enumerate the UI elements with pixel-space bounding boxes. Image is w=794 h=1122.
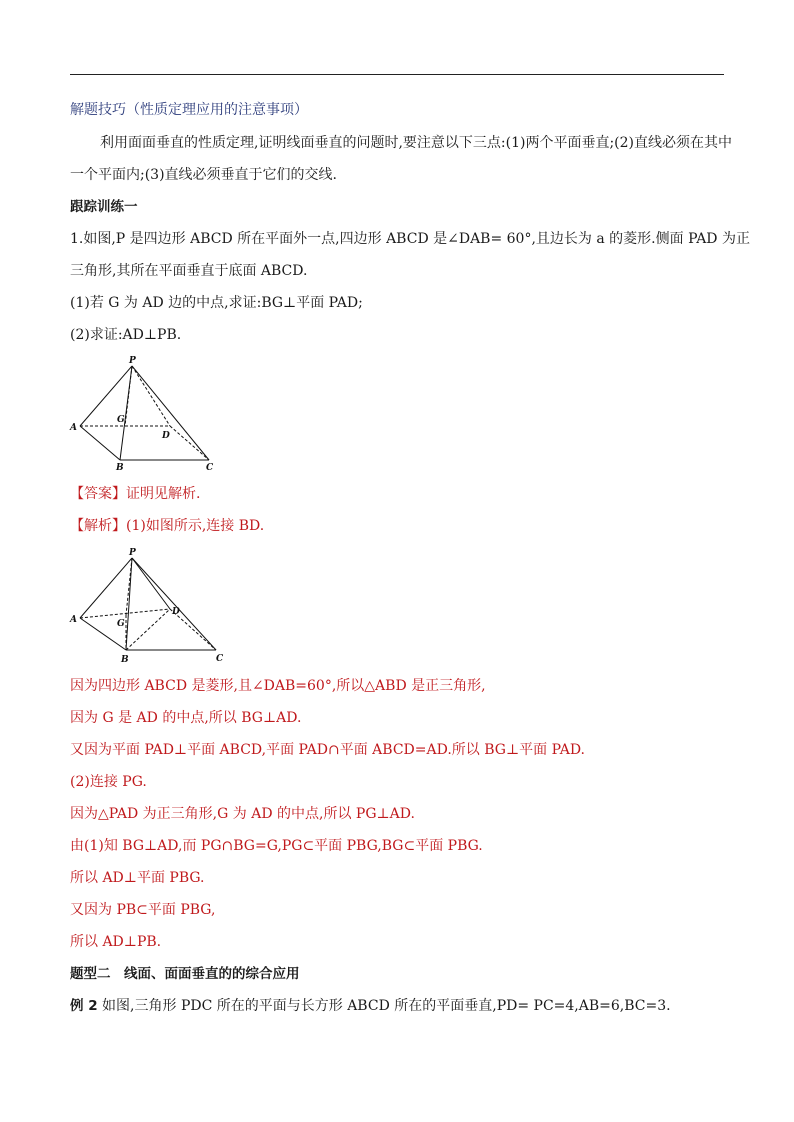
solution-line-6: 由(1)知 BG⊥AD,而 PG∩BG=G,PG⊂平面 PBG,BG⊂平面 PBG. [70,838,483,854]
technique-title: 解题技巧（性质定理应用的注意事项） [70,102,308,118]
label-D: D [172,607,180,617]
example-text: 如图,三角形 PDC 所在的平面与长方形 ABCD 所在的平面垂直,PD= PC=4,AB=6,BC=3. [97,998,671,1014]
practice-heading: 跟踪训练一 [70,199,138,215]
edge-PB [120,366,132,460]
edge-DC [170,426,209,460]
label-P: P [129,356,136,366]
problem-part-2: (2)求证:AD⊥PB. [70,327,182,343]
solution-line-8: 又因为 PB⊂平面 PBG, [70,902,216,918]
analysis-intro: 【解析】(1)如图所示,连接 BD. [70,518,265,534]
solution-line-4: (2)连接 PG. [70,774,147,790]
solution-line-9: 所以 AD⊥PB. [70,934,162,950]
label-C: C [216,654,224,664]
edge-PC [132,366,209,460]
example-label: 例 2 [70,998,98,1014]
solution-line-1: 因为四边形 ABCD 是菱形,且∠DAB=60°,所以△ABD 是正三角形, [70,678,486,694]
header-rule [70,74,724,75]
edge-AB [80,426,120,460]
solution-line-5: 因为△PAD 为正三角形,G 为 AD 的中点,所以 PG⊥AD. [70,806,415,822]
label-P: P [129,548,136,558]
answer-line: 【答案】证明见解析. [70,486,201,502]
edge-PA [80,558,132,618]
problem-line-2: 三角形,其所在平面垂直于底面 ABCD. [70,263,308,279]
label-D: D [162,431,170,441]
technique-body-line-2: 一个平面内;(3)直线必须垂直于它们的交线. [70,167,337,183]
pyramid-figure-2 [66,544,230,666]
label-G: G [117,619,125,629]
label-A: A [70,423,77,433]
solution-line-3: 又因为平面 PAD⊥平面 ABCD,平面 PAD∩平面 ABCD=AD.所以 BG⊥平面 PAD. [70,742,586,758]
example-line [70,996,671,1016]
edge-PC [132,558,216,650]
section-heading: 题型二 线面、面面垂直的的综合应用 [70,966,300,982]
edge-AD [80,609,170,618]
label-C: C [206,463,214,473]
label-B: B [121,655,129,665]
solution-line-2: 因为 G 是 AD 的中点,所以 BG⊥AD. [70,710,302,726]
edge-BD [126,609,170,650]
problem-part-1: (1)若 G 为 AD 边的中点,求证:BG⊥平面 PAD; [70,295,363,311]
problem-line-1: 1.如图,P 是四边形 ABCD 所在平面外一点,四边形 ABCD 是∠DAB= 60°,且边长为 a 的菱形.侧面 PAD 为正 [70,231,750,247]
label-B: B [116,463,124,473]
label-G: G [117,415,125,425]
solution-line-7: 所以 AD⊥平面 PBG. [70,870,205,886]
edge-PD [132,558,170,609]
pyramid-figure-1 [66,352,226,474]
edge-PD [132,366,170,426]
label-A: A [70,615,77,625]
technique-body-line-1: 利用面面垂直的性质定理,证明线面垂直的问题时,要注意以下三点:(1)两个平面垂直;(2)直线必须在其中 [100,135,732,151]
